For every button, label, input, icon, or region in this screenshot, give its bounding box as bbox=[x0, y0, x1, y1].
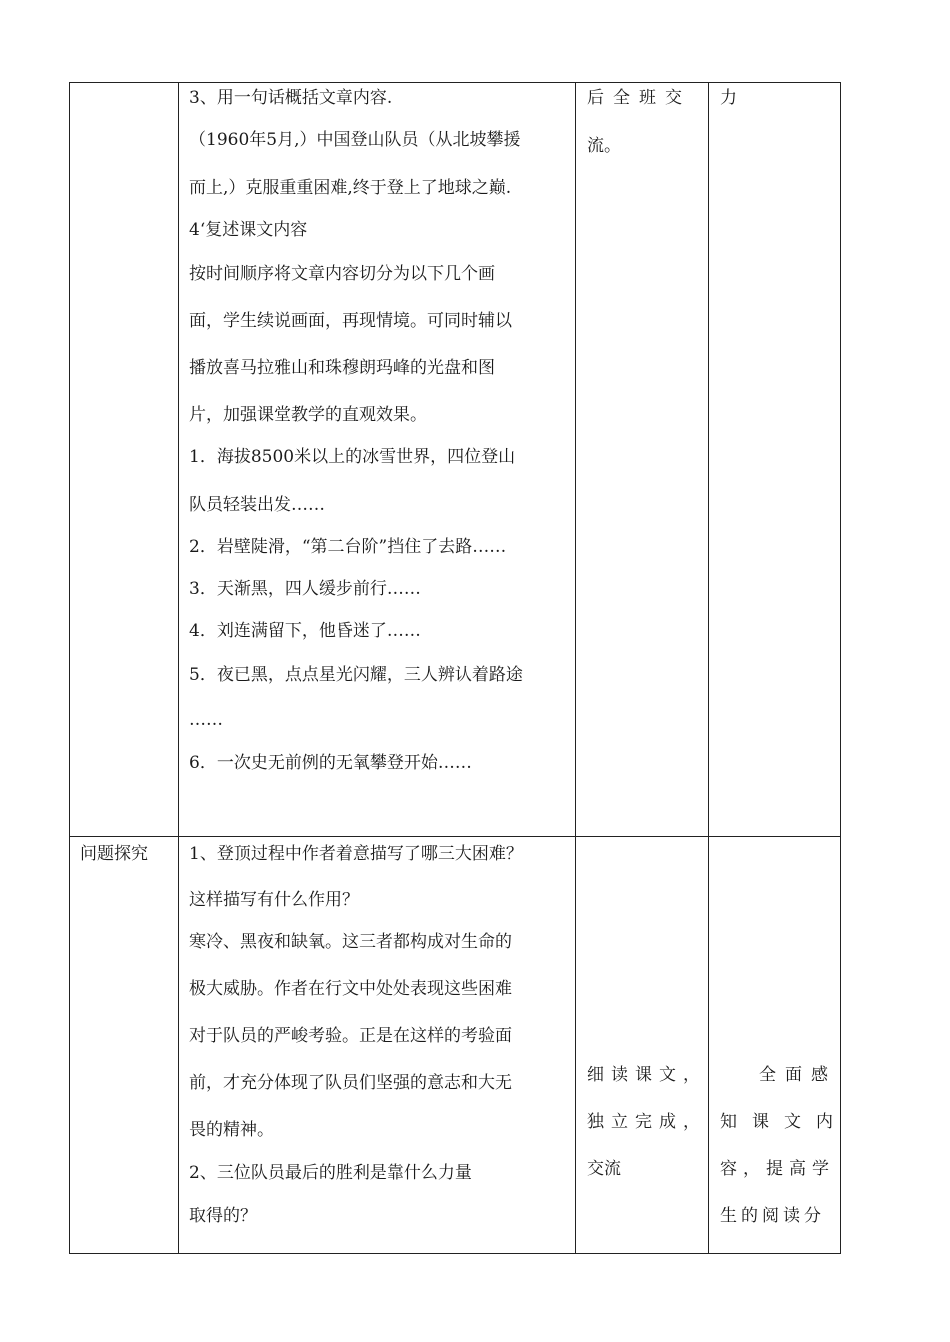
text-line: 播放喜马拉雅山和珠穆朗玛峰的光盘和图 bbox=[189, 358, 495, 378]
table-bottom-border bbox=[69, 1253, 841, 1254]
table-top-border bbox=[69, 82, 841, 83]
text-line: 对于队员的严峻考验。正是在这样的考验面 bbox=[189, 1026, 512, 1046]
text-line: （1960年5月,）中国登山队员（从北坡攀援 bbox=[189, 130, 521, 150]
col-border-3 bbox=[575, 82, 576, 1254]
text-line: 容，提高学 bbox=[720, 1159, 835, 1179]
text-line: 前，才充分体现了队员们坚强的意志和大无 bbox=[189, 1073, 512, 1093]
text-line: 6．一次史无前例的无氧攀登开始…… bbox=[189, 753, 472, 773]
text-line: 后全班交 bbox=[587, 88, 691, 108]
text-line: 3、用一句话概括文章内容. bbox=[189, 88, 393, 108]
text-line: 片，加强课堂教学的直观效果。 bbox=[189, 405, 427, 425]
text-line: 4．刘连满留下，他昏迷了…… bbox=[189, 621, 421, 641]
text-line: 生的阅读分 bbox=[720, 1206, 825, 1226]
text-line: 3．天渐黑，四人缓步前行…… bbox=[189, 579, 421, 599]
text-line: 2．岩壁陡滑，“第二台阶”挡住了去路…… bbox=[189, 537, 507, 557]
text-line: 队员轻装出发…… bbox=[189, 495, 325, 515]
text-line: 而上,）克服重重困难,终于登上了地球之巅. bbox=[189, 178, 512, 198]
text-line: …… bbox=[189, 710, 223, 730]
text-line: 细读课文， bbox=[587, 1065, 707, 1085]
text-line: 极大威胁。作者在行文中处处表现这些困难 bbox=[189, 979, 512, 999]
text-line: 1．海拔8500米以上的冰雪世界，四位登山 bbox=[189, 447, 516, 467]
row-divider bbox=[69, 836, 841, 837]
text-line: 面，学生续说画面，再现情境。可同时辅以 bbox=[189, 311, 512, 331]
text-line: 寒冷、黑夜和缺氧。这三者都构成对生命的 bbox=[189, 932, 512, 952]
text-line: 按时间顺序将文章内容切分为以下几个画 bbox=[189, 264, 495, 284]
col-border-4 bbox=[708, 82, 709, 1254]
text-line: 这样描写有什么作用？ bbox=[189, 890, 359, 910]
text-line: 力 bbox=[720, 88, 737, 108]
text-line: 5．夜已黑，点点星光闪耀，三人辨认着路途 bbox=[189, 665, 523, 685]
lesson-plan-table bbox=[69, 82, 848, 1254]
text-line: 2、三位队员最后的胜利是靠什么力量 bbox=[189, 1163, 472, 1183]
col-border-2 bbox=[178, 82, 179, 1254]
col-border-1 bbox=[69, 82, 70, 1254]
text-line: 全面感 bbox=[759, 1065, 837, 1085]
stage-label: 问题探究 bbox=[80, 844, 148, 864]
text-line: 交流 bbox=[587, 1159, 621, 1179]
text-line: 知课文内 bbox=[720, 1112, 848, 1132]
text-line: 4‘复述课文内容 bbox=[189, 220, 308, 240]
text-line: 独立完成， bbox=[587, 1112, 707, 1132]
text-line: 流。 bbox=[587, 136, 621, 156]
col-border-5 bbox=[840, 82, 841, 1254]
text-line: 取得的？ bbox=[189, 1206, 257, 1226]
text-line: 1、登顶过程中作者着意描写了哪三大困难？ bbox=[189, 844, 523, 864]
text-line: 畏的精神。 bbox=[189, 1120, 274, 1140]
